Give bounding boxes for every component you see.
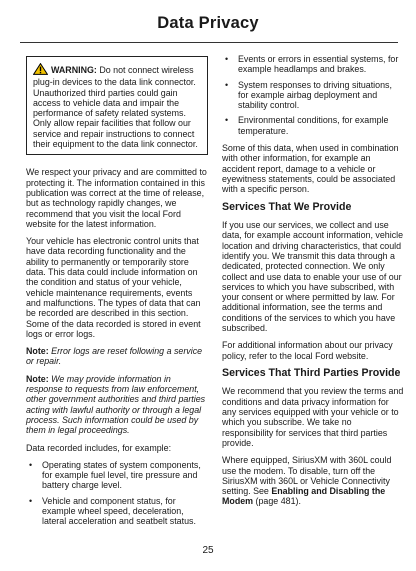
note-law-enforcement bbox=[26, 374, 208, 436]
note-error-logs bbox=[26, 346, 208, 367]
bullet-glyph: • bbox=[29, 495, 33, 506]
bullet-glyph: • bbox=[225, 115, 229, 126]
services-we-provide-paragraph: If you use our services, we collect and use data, for example account information, vehicle location and driving characteristics, that could identify you. We transmit this data through a dedicated, protected connection. We only collect and use data to enable your use of our services to which you have subscribed, with your consent or where permitted by law. For additional information, see the terms and conditions of the services to which you have subscribed. bbox=[222, 220, 404, 334]
combination-paragraph: Some of this data, when used in combination with other information, for example an accident report, damage to a vehicle or eyewitness statements, could be associated with a specific person. bbox=[222, 143, 399, 195]
bullet-glyph: • bbox=[29, 459, 33, 470]
list-item: • Operating states of system components, for example fuel level, tire pressure and battery charge level. bbox=[29, 459, 201, 491]
data-recorded-intro: Data recorded includes, for example: bbox=[26, 442, 172, 453]
list-item: • Vehicle and component status, for example wheel speed, deceleration, lateral acceleration and seatbelt status. bbox=[29, 495, 196, 527]
list-item: • System responses to driving situations, for example airbag deployment and stability control. bbox=[225, 79, 392, 111]
siriusxm-paragraph: Where equipped, SiriusXM with 360L could use the modem. To disable, turn off the SiriusXM with 360L or Vehicle Connectivity setting. See Enabling and Disabling the Modem (page 481). bbox=[222, 455, 392, 507]
services-we-provide-heading: Services That We Provide bbox=[222, 200, 352, 213]
warning-box bbox=[26, 56, 208, 155]
warning-text: Do not connect wireless plug-in devices to the data link connector. Unauthorized third parties could gain access to vehicle data and impair the performance of safety related systems. Only allow repair facilities that follow our service and repair instructions to connect their equipment to the data link connector. bbox=[33, 65, 198, 150]
note-text: Error logs are reset following a service or repair. bbox=[26, 346, 203, 367]
page-title: Data Privacy bbox=[157, 14, 259, 32]
list-item: • Events or errors in essential systems, for example headlamps and brakes. bbox=[225, 54, 399, 75]
warning-label: WARNING: bbox=[51, 65, 97, 75]
list-item: • Environmental conditions, for example temperature. bbox=[225, 115, 389, 136]
note-text: We may provide information in response to requests from law enforcement, other government authorities and third parties acting with lawful authority or through a legal process. Such information could be used by them in legal proceedings. bbox=[26, 373, 206, 436]
note-label: Note: bbox=[26, 346, 49, 357]
left-bullet-list bbox=[26, 460, 208, 527]
left-column bbox=[26, 54, 208, 534]
bullet-glyph: • bbox=[225, 54, 229, 64]
page-number: 25 bbox=[202, 545, 214, 556]
third-party-services-heading: Services That Third Parties Provide bbox=[222, 366, 401, 379]
third-party-review-paragraph: We recommend that you review the terms and conditions and data privacy information for any services equipped with your vehicle or to which you subscribe. We take no responsibility for services that third parties provide. bbox=[222, 386, 404, 448]
bullet-glyph: • bbox=[225, 79, 229, 90]
privacy-policy-paragraph: For additional information about our privacy policy, refer to the local Ford website. bbox=[222, 340, 393, 361]
right-bullet-list bbox=[222, 54, 404, 136]
intro-paragraph: We respect your privacy and are committed to protecting it. The information contained in this publication was correct at the time of release, but as technology rapidly changes, we recommend that you visit the local Ford website for the latest information. bbox=[26, 167, 207, 229]
modem-cross-reference-link[interactable]: Enabling and Disabling the Modem bbox=[222, 486, 386, 507]
note-label: Note: bbox=[26, 373, 49, 384]
title-divider bbox=[20, 42, 398, 43]
right-column bbox=[222, 54, 404, 514]
data-recording-paragraph: Your vehicle has electronic control units that have data recording functionality and the ability to permanently or temporarily store data. This data could include information on the condition and status of your vehicle, vehicle maintenance requirements, events and malfunctions. The types of data that can be recorded are described in this section. Some of the data recorded is stored in event logs or error logs. bbox=[26, 236, 201, 339]
warning-triangle-icon bbox=[33, 63, 48, 77]
